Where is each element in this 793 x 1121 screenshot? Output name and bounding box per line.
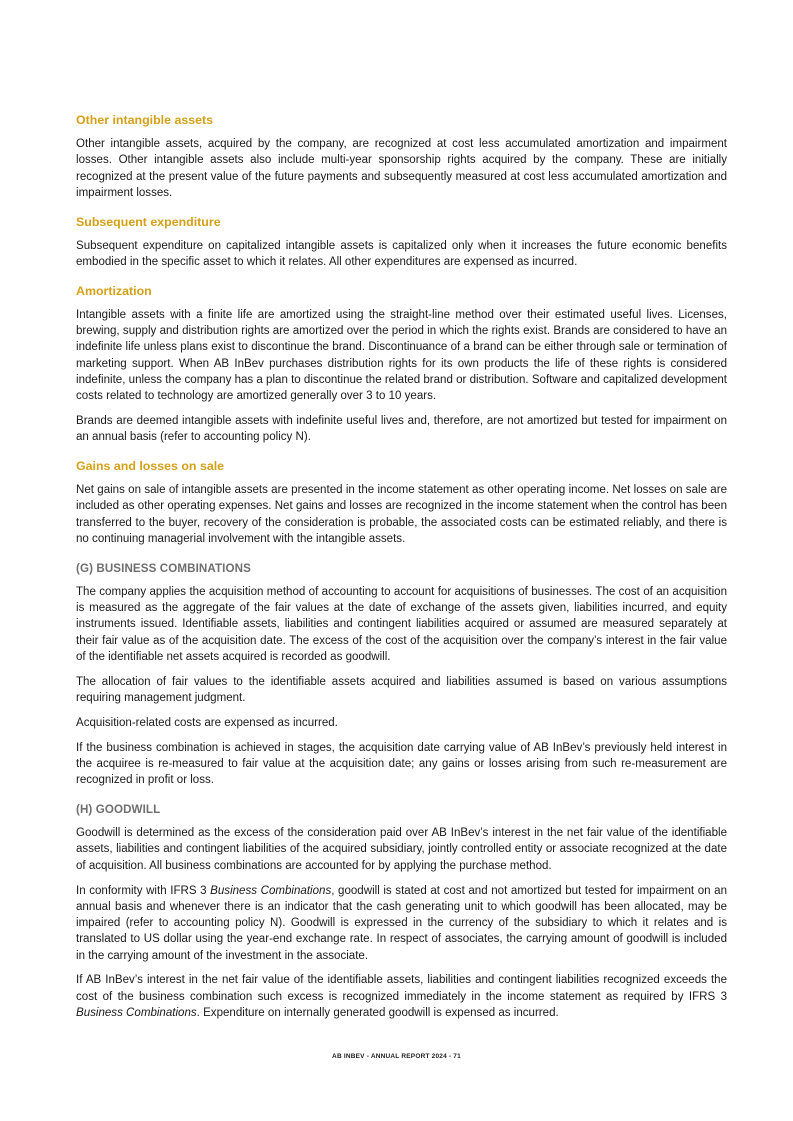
text-run: If AB InBev’s interest in the net fair value of the identifiable assets, liabilities and contingent liabilities recognized exceeds the cost of the business combination such excess is recognized immediately in the income statement as required by IFRS 3 [76, 974, 727, 1003]
paragraph: Goodwill is determined as the excess of the consideration paid over AB InBev’s interest in the net fair value of the identifiable assets, liabilities and contingent liabilities of the acquired subsidiary, jointly controlled entity or associate recognized at the date of acquisition. All business combinations are accounted for by applying the purchase method. [76, 827, 727, 872]
text-run: In conformity with IFRS 3 [76, 884, 211, 897]
paragraph: Brands are deemed intangible assets with indefinite useful lives and, therefore, are not amortized but tested for impairment on an annual basis (refer to accounting policy N). [76, 415, 727, 444]
paragraph: Acquisition-related costs are expensed as incurred. [76, 716, 338, 729]
page-footer: AB INBEV - ANNUAL REPORT 2024 - 71 [332, 1053, 461, 1060]
report-page-body [76, 112, 727, 1030]
emphasis-business-combinations: Business Combinations [76, 1007, 197, 1020]
heading-subsequent-expenditure: Subsequent expenditure [76, 214, 221, 229]
text-run: , goodwill is stated at cost and not amortized but tested for impairment on an annual basis and whenever there is an indicator that the cash generating unit to which goodwill has been allocated, may be impaired (refer to accounting policy N). Goodwill is expressed in the currency of the subsidiary to which it relates and is translated to US dollar using the year-end exchange rate. In respect of associates, the carrying amount of goodwill is included in the carrying amount of the investment in the associate. [76, 884, 727, 962]
section-heading-business-combinations: (G) BUSINESS COMBINATIONS [76, 561, 251, 575]
paragraph: The allocation of fair values to the identifiable assets acquired and liabilities assumed is based on various assumptions requiring management judgment. [76, 675, 727, 705]
emphasis-business-combinations: Business Combinations [210, 884, 332, 897]
paragraph: Intangible assets with a finite life are amortized using the straight-line method over their estimated useful lives. Licenses, brewing, supply and distribution rights are amortized over the period in which the rights exist. Brands are considered to have an indefinite life unless plans exist to discontinue the brand. Discontinuance of a brand can be either through sale or termination of marketing support. When AB InBev purchases distribution rights for its own products the life of these rights is considered indefinite, unless the company has a plan to discontinue the related brand or distribution. Software and capitalized development costs related to technology are amortized generally over 3 to 10 years. [76, 308, 727, 403]
heading-gains-and-losses-on-sale: Gains and losses on sale [76, 459, 225, 474]
paragraph: Subsequent expenditure on capitalized intangible assets is capitalized only when it increases the future economic benefits embodied in the specific asset to which it relates. All other expenditures are expensed as incurred. [76, 239, 727, 268]
paragraph: If the business combination is achieved in stages, the acquisition date carrying value of AB InBev’s previously held interest in the acquiree is re-measured to fair value at the acquisition date; any gains or losses arising from such re-measurement are recognized in profit or loss. [76, 741, 727, 787]
text-run: . Expenditure on internally generated goodwill is expensed as incurred. [196, 1007, 559, 1020]
paragraph [76, 972, 727, 1021]
paragraph: Net gains on sale of intangible assets are presented in the income statement as other operating income. Net losses on sale are included as other operating expenses. Net gains and losses are recognized in the income statement when the control has been transferred to the buyer, recovery of the consideration is probable, the associated costs can be estimated reliably, and there is no continuing managerial involvement with the intangible assets. [76, 484, 727, 546]
heading-other-intangible-assets: Other intangible assets [76, 113, 214, 127]
paragraph [76, 883, 727, 964]
paragraph: The company applies the acquisition method of accounting to account for acquisitions of businesses. The cost of an acquisition is measured as the aggregate of the fair values at the date of exchange of the assets given, liabilities incurred, and equity instruments issued. Identifiable assets, liabilities and contingent liabilities acquired or assumed are measured separately at their fair value as of the acquisition date. The excess of the cost of the acquisition over the company’s interest in the fair value of the identifiable net assets acquired is recorded as goodwill. [76, 585, 727, 664]
heading-amortization: Amortization [76, 283, 152, 298]
paragraph: Other intangible assets, acquired by the company, are recognized at cost less accumulated amortization and impairment losses. Other intangible assets also include multi-year sponsorship rights acquired by the company. These are initially recognized at the present value of the future payments and subsequently measured at cost less accumulated amortization and impairment losses. [76, 138, 727, 199]
section-heading-goodwill: (H) GOODWILL [76, 803, 161, 817]
